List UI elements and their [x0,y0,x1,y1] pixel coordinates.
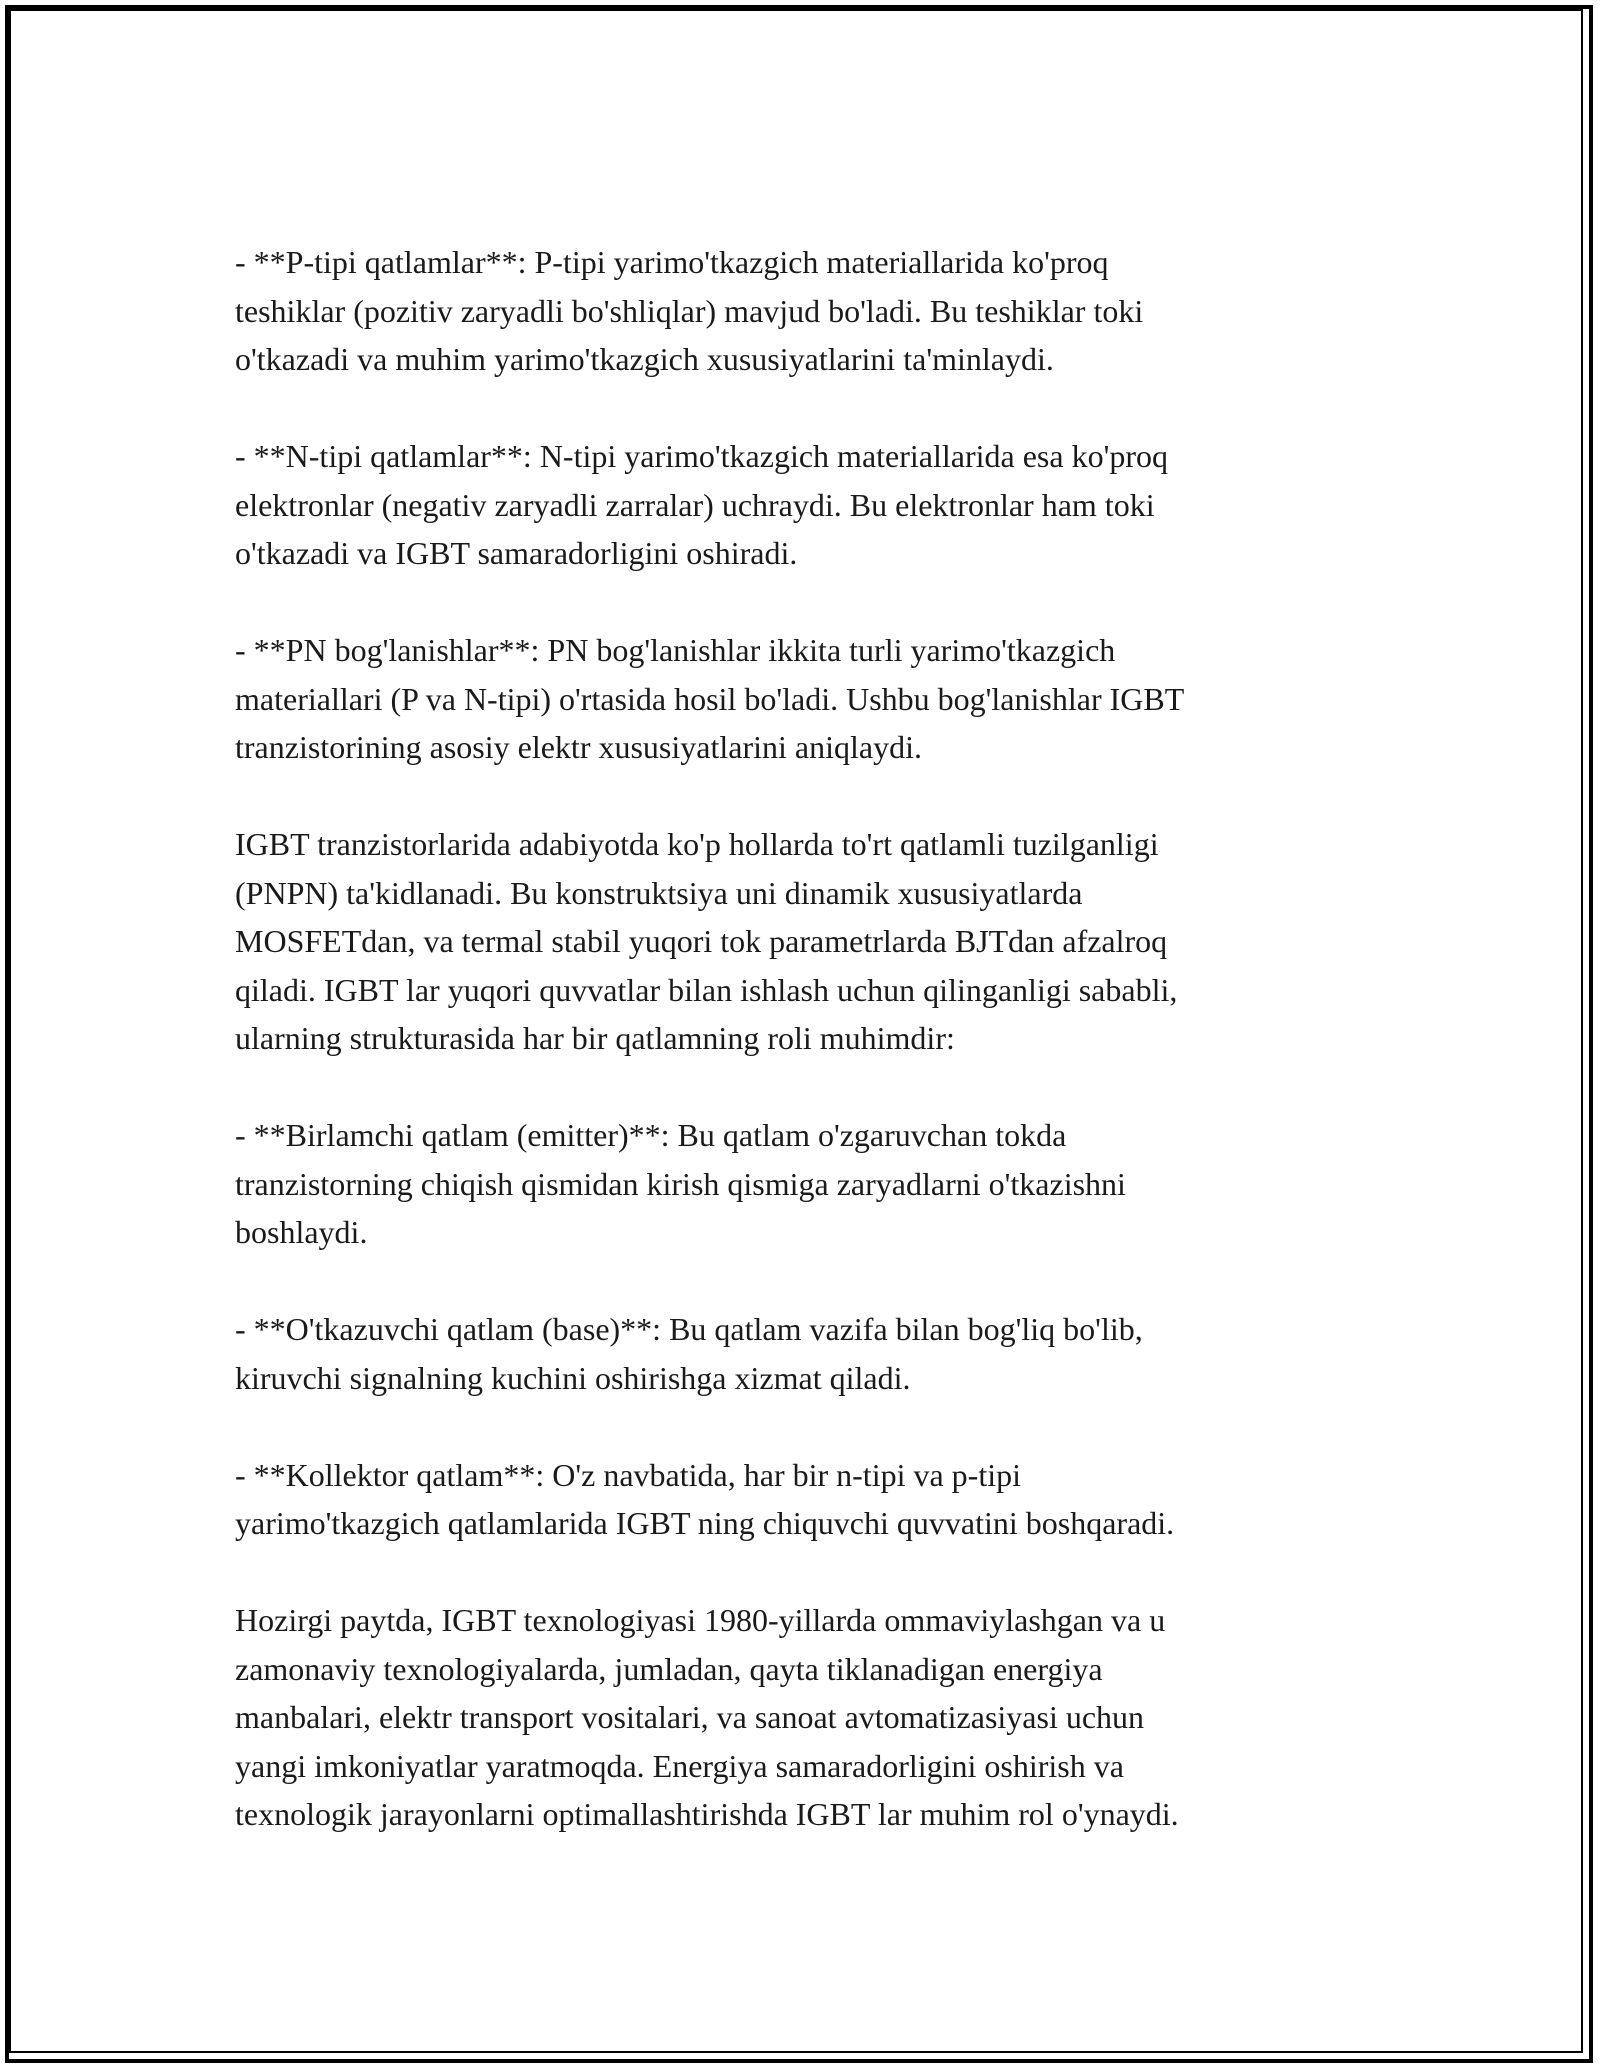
paragraph-emitter-layer: - **Birlamchi qatlam (emitter)**: Bu qatlam o'zgaruvchan tokda tranzistorning chiqish qismidan kirish qismiga zaryadlarni o'tkazishni boshlaydi. [235,1117,1126,1250]
document-body [235,238,1365,1839]
paragraph-pn-junctions: - **PN bog'lanishlar**: PN bog'lanishlar ikkita turli yarimo'tkazgich materiallari (P va N-tipi) o'rtasida hosil bo'ladi. Ushbu bog'lanishlar IGBT tranzistorining asosiy elektr xususiyatlarini aniqlaydi. [235,632,1185,765]
paragraph-igbt-today: Hozirgi paytda, IGBT texnologiyasi 1980-yillarda ommaviylashgan va u zamonaviy texnologiyalarda, jumladan, qayta tiklanadigan energiya manbalari, elektr transport vositalari, va sanoat avtomatizasiyasi uchun yangi imkoniyatlar yaratmoqda. Energiya samaradorligini oshirish va texnologik jarayonlarni optimallashtirishda IGBT lar muhim rol o'ynaydi. [235,1602,1179,1832]
paragraph-collector-layer: - **Kollektor qatlam**: O'z navbatida, har bir n-tipi va p-tipi yarimo'tkazgich qatlamlarida IGBT ning chiquvchi quvvatini boshqaradi. [235,1456,1175,1541]
paragraph-igbt-four-layer: IGBT tranzistorlarida adabiyotda ko'p hollarda to'rt qatlamli tuzilganligi (PNPN) ta'kidlanadi. Bu konstruktsiya uni dinamik xususiyatlarda MOSFETdan, va termal stabil yuqori tok parametrlarda BJTdan afzalroq qiladi. IGBT lar yuqori quvvatlar bilan ishlash uchun qilinganligi sababli, ularning strukturasida har bir qatlamning roli muhimdir: [235,826,1178,1056]
paragraph-p-type-layers: - **P-tipi qatlamlar**: P-tipi yarimo'tkazgich materiallarida ko'proq teshiklar (pozitiv zaryadli bo'shliqlar) mavjud bo'ladi. Bu teshiklar toki o'tkazadi va muhim yarimo'tkazgich xususiyatlarini ta'minlaydi. [235,244,1144,377]
paragraph-base-layer: - **O'tkazuvchi qatlam (base)**: Bu qatlam vazifa bilan bog'liq bo'lib, kiruvchi signalning kuchini oshirishga xizmat qiladi. [235,1311,1143,1396]
paragraph-n-type-layers: - **N-tipi qatlamlar**: N-tipi yarimo'tkazgich materiallarida esa ko'proq elektronlar (negativ zaryadli zarralar) uchraydi. Bu elektronlar ham toki o'tkazadi va IGBT samaradorligini oshiradi. [235,438,1168,571]
